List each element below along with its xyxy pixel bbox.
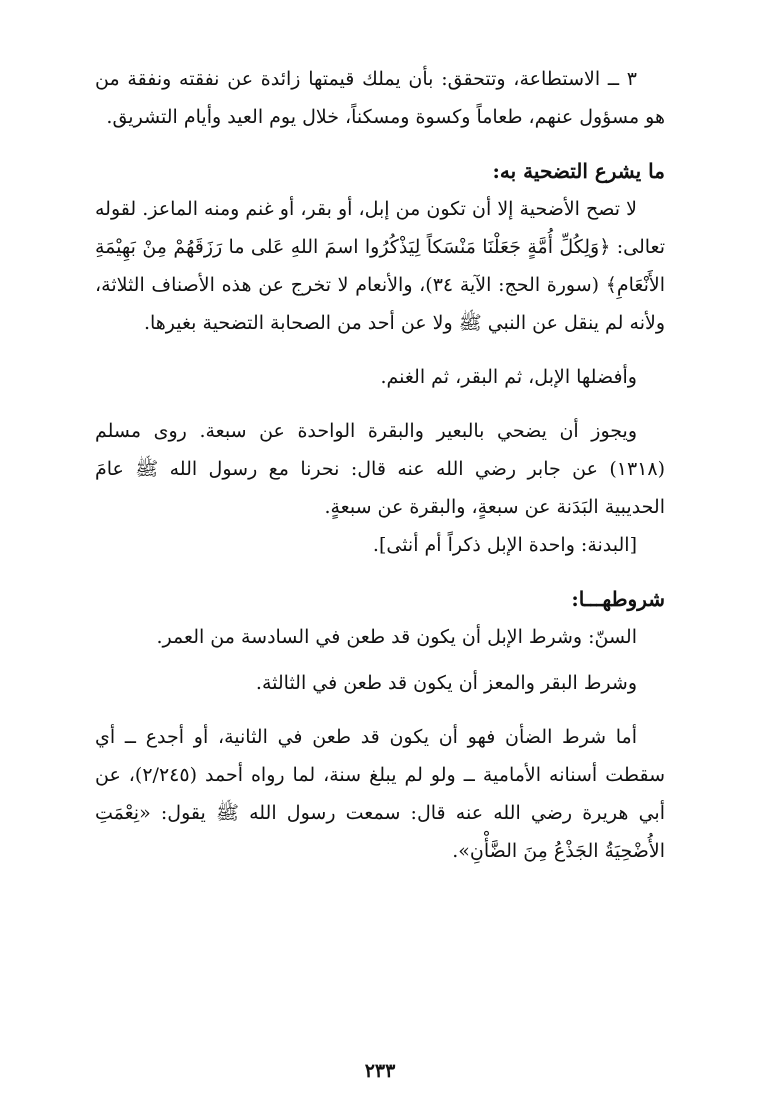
section-heading-sacrificial-animals: ما يشرع التضحية به: [492,159,665,183]
paragraph-badana-definition: [البدنة: واحدة الإبل ذكراً أم أنثى]. [372,534,637,556]
paragraph-cattle-goat-age: وشرط البقر والمعز أن يكون قد طعن في الثالثة. [255,672,637,694]
paragraph-camel-age: السنّ: وشرط الإبل أن يكون قد طعن في السادسة من العمر. [156,626,637,648]
paragraph-ability-condition: ٣ ــ الاستطاعة، وتتحقق: بأن يملك قيمتها زائدة عن نفقته ونفقة من هو مسؤول عنهم، طعاماً وكسوة ومسكناً، خلال يوم العيد وأيام التشريق. [95,68,665,128]
document-page [95,60,665,1082]
paragraph-allowed-animals: لا تصح الأضحية إلا أن تكون من إبل، أو بقر، أو غنم ومنه الماعز. لقوله تعالى: ﴿وَلِكُلِّ أُمَّةٍ جَعَلْنَا مَنْسَكاً لِيَذْكُرُوا اسمَ اللهِ عَلى ما رَزَقَهُمْ مِنْ بَهِيْمَةِ الأَنْعَامِ﴾ (سورة الحج: الآية ٣٤)، والأنعام لا تخرج عن هذه الأصناف الثلاثة، ولأنه لم ينقل عن النبي ﷺ ولا عن أحد من الصحابة التضحية بغيرها. [95,198,665,334]
paragraph-best-animals: وأفضلها الإبل، ثم البقر، ثم الغنم. [380,366,637,388]
section-heading-conditions: شروطهـــا: [571,587,665,611]
paragraph-seven-shares: ويجوز أن يضحي بالبعير والبقرة الواحدة عن سبعة. روى مسلم (١٣١٨) عن جابر رضي الله عنه قال: نحرنا مع رسول الله ﷺ عامَ الحديبية البَدَنة عن سبعةٍ، والبقرة عن سبعةٍ. [95,420,665,518]
paragraph-sheep-age: أما شرط الضأن فهو أن يكون قد طعن في الثانية، أو أجدع ــ أي سقطت أسنانه الأمامية ــ ولو لم يبلغ سنة، لما رواه أحمد (٢/٢٤٥)، عن أبي هريرة رضي الله عنه قال: سمعت رسول الله ﷺ يقول: «نِعْمَتِ الأُضْحِيَةُ الجَذْعُ مِنَ الضَّأْنِ». [95,726,665,862]
page-number: ٢٣٣ [364,1060,396,1082]
